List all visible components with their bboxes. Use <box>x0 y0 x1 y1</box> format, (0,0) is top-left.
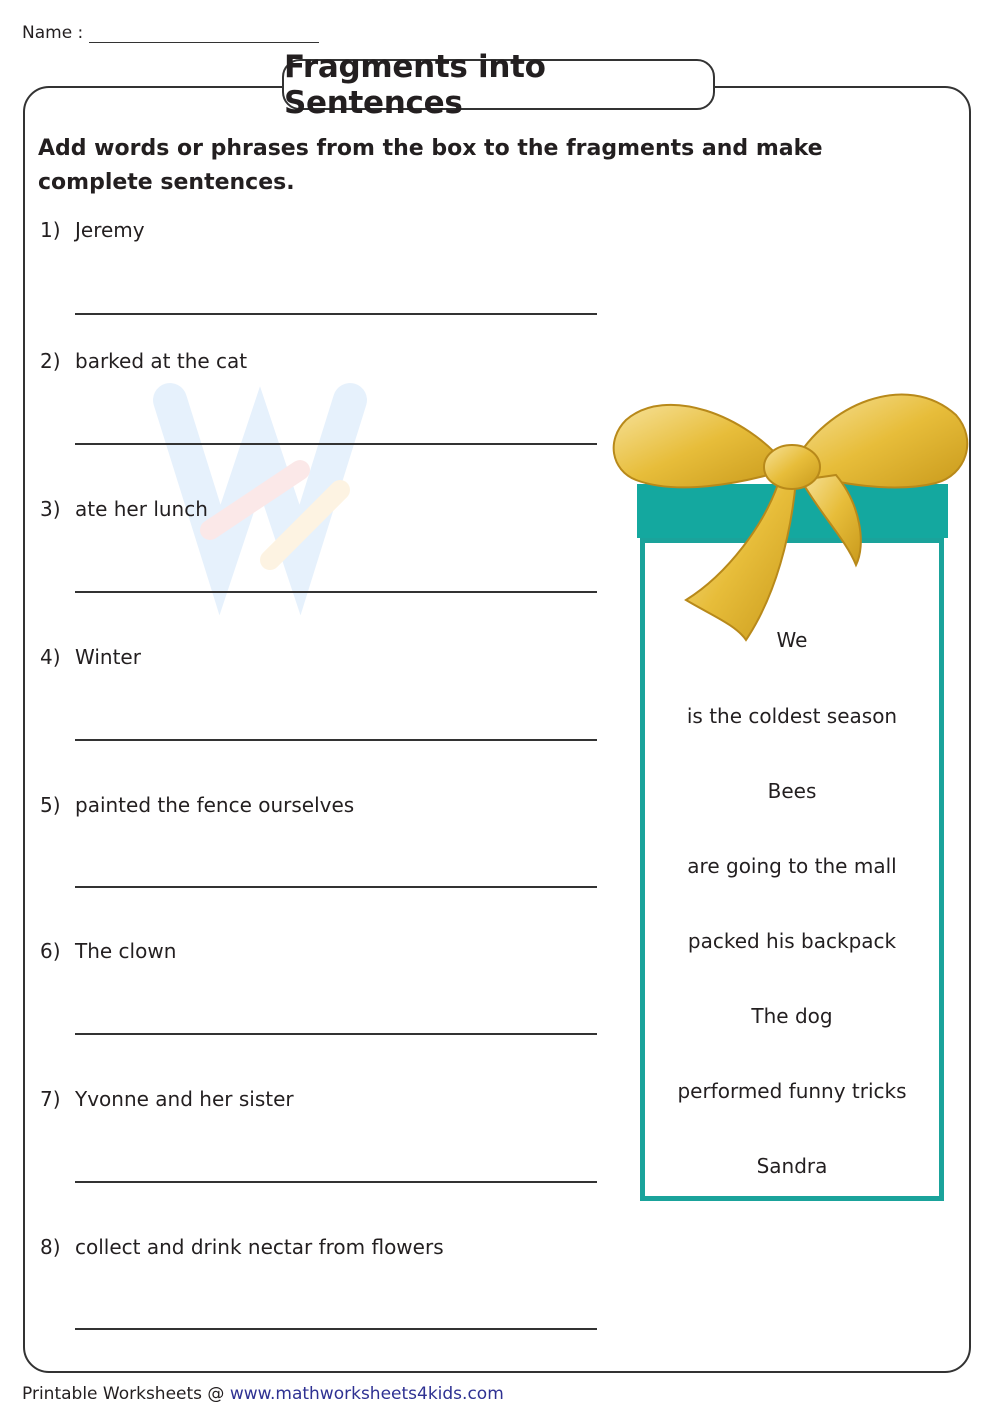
ribbon-bow-icon <box>606 375 974 650</box>
question-number: 1) <box>40 218 61 242</box>
question-text: ate her lunch <box>75 497 208 521</box>
footer-prefix: Printable Worksheets @ <box>22 1384 230 1404</box>
name-label: Name : <box>22 23 84 43</box>
question-1 <box>40 218 145 242</box>
question-number: 2) <box>40 349 61 373</box>
word-box-item: We <box>776 628 808 652</box>
question-text: painted the fence ourselves <box>75 793 355 817</box>
page-title: Fragments into Sentences <box>282 59 715 110</box>
question-text: barked at the cat <box>75 349 248 373</box>
question-text: Jeremy <box>75 218 145 242</box>
question-text: Yvonne and her sister <box>75 1087 294 1111</box>
word-box-item: The dog <box>751 1004 833 1028</box>
question-text: Winter <box>75 645 141 669</box>
question-number: 3) <box>40 497 61 521</box>
question-text: The clown <box>75 939 177 963</box>
question-5 <box>40 793 354 817</box>
name-row <box>22 20 319 43</box>
question-2 <box>40 349 247 373</box>
word-box-item: Sandra <box>756 1154 828 1178</box>
answer-line-5[interactable] <box>75 886 597 888</box>
word-box-item: Bees <box>767 779 817 803</box>
answer-line-1[interactable] <box>75 313 597 315</box>
name-field[interactable] <box>89 20 319 43</box>
question-number: 8) <box>40 1235 61 1259</box>
word-box-item: is the coldest season <box>686 704 898 728</box>
answer-line-7[interactable] <box>75 1181 597 1183</box>
question-8 <box>40 1235 444 1259</box>
answer-line-4[interactable] <box>75 739 597 741</box>
question-text: collect and drink nectar from flowers <box>75 1235 444 1259</box>
question-6 <box>40 939 176 963</box>
word-box-item: packed his backpack <box>687 929 897 953</box>
question-4 <box>40 645 141 669</box>
word-box-item: are going to the mall <box>687 854 897 878</box>
word-box-item: performed funny tricks <box>677 1079 907 1103</box>
question-number: 4) <box>40 645 61 669</box>
question-number: 7) <box>40 1087 61 1111</box>
question-3 <box>40 497 208 521</box>
footer-link[interactable]: www.mathworksheets4kids.com <box>229 1384 504 1404</box>
footer <box>22 1384 504 1404</box>
answer-line-8[interactable] <box>75 1328 597 1330</box>
answer-line-2[interactable] <box>75 443 597 445</box>
answer-line-3[interactable] <box>75 591 597 593</box>
answer-line-6[interactable] <box>75 1033 597 1035</box>
question-number: 5) <box>40 793 61 817</box>
instructions: Add words or phrases from the box to the fragments and make complete sentences. <box>38 136 823 195</box>
question-number: 6) <box>40 939 61 963</box>
question-7 <box>40 1087 294 1111</box>
